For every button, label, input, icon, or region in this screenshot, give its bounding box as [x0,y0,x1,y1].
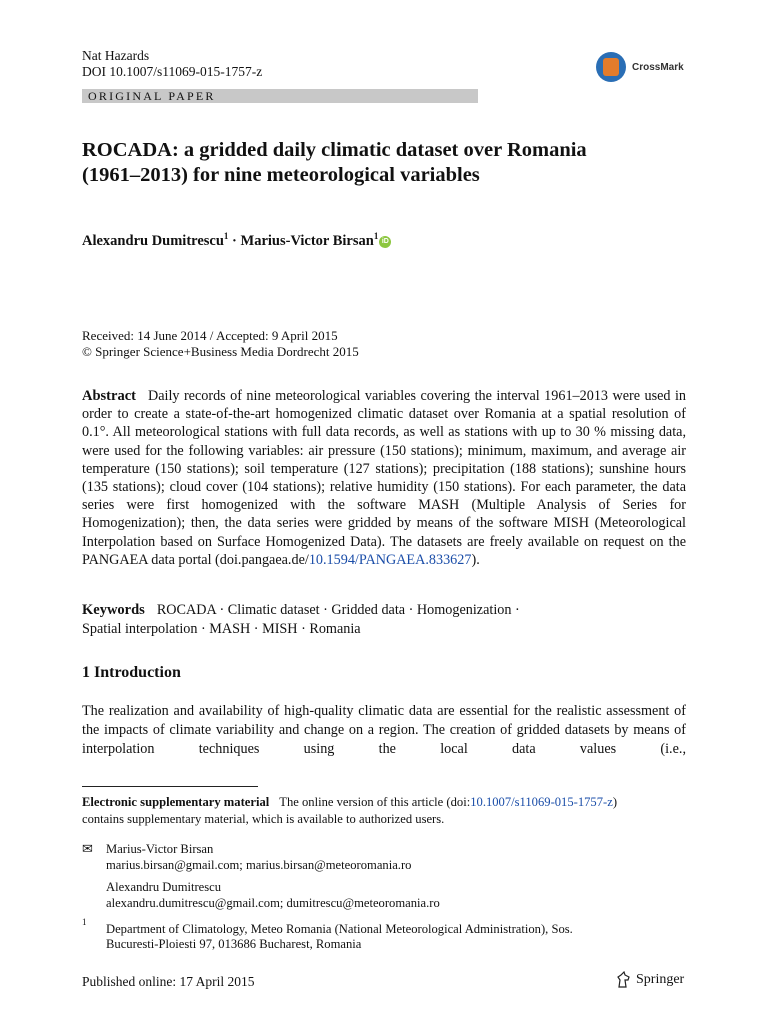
springer-horse-icon [616,971,632,989]
contact-1-name: Marius-Victor Birsan [106,842,214,856]
pangaea-link[interactable]: 10.1594/PANGAEA.833627 [308,551,472,568]
keywords-line-1: ROCADA · Climatic dataset · Gridded data · Homogenization · [156,602,520,618]
keywords-line-2: Spatial interpolation · MASH · MISH · Romania [82,621,361,637]
footnote-divider [82,786,258,787]
esm-line-2: contains supplementary material, which is available to authorized users. [82,812,445,826]
affiliation-number: 1 [82,917,87,927]
published-date: Published online: 17 April 2015 [82,974,255,989]
author-1[interactable]: Alexandru Dumitrescu [82,232,224,249]
crossmark-badge[interactable] [596,52,684,82]
contact-1-email[interactable]: marius.birsan@gmail.com; marius.birsan@meteoromania.ro [106,858,412,872]
orcid-icon[interactable]: iD [379,236,391,248]
keywords-label: Keywords [82,602,145,618]
keywords [82,601,686,639]
supplementary-note [82,794,702,828]
received-accepted: Received: 14 June 2014 / Accepted: 9 April 2015 [82,328,338,343]
esm-label: Electronic supplementary material [82,795,270,809]
envelope-icon: ✉ [82,841,93,856]
section-heading: 1 Introduction [82,664,181,681]
authors [82,231,391,250]
crossmark-icon [596,52,626,82]
author-2-affil: 1 [373,231,379,241]
publisher-name: Springer [636,972,685,987]
copyright: © Springer Science+Business Media Dordrecht 2015 [82,344,359,359]
article-title: ROCADA: a gridded daily climatic dataset over Romania (1961–2013) for nine meteorological variables [82,139,587,186]
contact-2-email[interactable]: alexandru.dumitrescu@gmail.com; dumitrescu@meteoromania.ro [106,896,440,910]
esm-text: The online version of this article (doi: [279,795,471,809]
crossmark-label: CrossMark [632,61,684,73]
article-type-band: ORIGINAL PAPER [82,89,478,103]
contact-2-name: Alexandru Dumitrescu [106,880,222,894]
journal-name: Nat Hazards [82,48,150,63]
abstract [82,387,686,569]
doi: DOI 10.1007/s11069-015-1757-z [82,64,263,79]
intro-paragraph: The realization and availability of high-quality climatic data are essential for the realistic assessment of the impacts of climate variability and change on a region. The creation of gridded datasets by means of interpolation techniques using the local data values (i.e., [82,703,686,757]
abstract-label: Abstract [82,388,136,404]
publisher-logo[interactable] [616,971,684,989]
author-separator: · [228,232,241,249]
affiliation-line-2: Bucuresti-Ploiesti 97, 013686 Bucharest, Romania [106,937,362,951]
author-1-affil: 1 [223,231,229,241]
esm-text-end: ) [612,795,618,809]
author-2[interactable]: Marius-Victor Birsan [240,232,374,249]
affiliation-line-1: Department of Climatology, Meteo Romania (National Meteorological Administration), Sos. [106,922,573,936]
esm-doi-link[interactable]: 10.1007/s11069-015-1757-z [470,795,613,809]
abstract-text: Daily records of nine meteorological variables covering the interval 1961–2013 were used in order to create a state-of-the-art homogenized climatic dataset over Romania at a spatial resolution of 0.1°. All meteorological stations with full data records, as well as stations with up to 30 % missing data, were used for the following variables: air pressure (150 stations); minimum, maximum, and average air temperature (150 stations); soil temperature (127 stations); precipitation (188 stations); sunshine hours (135 stations); cloud cover (104 stations); relative humidity (150 stations). For each parameter, the data series were first homogenized with the software MASH (Multiple Analysis of Series for Homogenization); then, the data series were gridded by means of the software MISH (Meteorological Interpolation based on Surface Homogenized Data). The datasets are freely available on request on the PANGAEA data portal (doi.pangaea.de/ [82,388,686,568]
abstract-end: ). [471,551,480,568]
